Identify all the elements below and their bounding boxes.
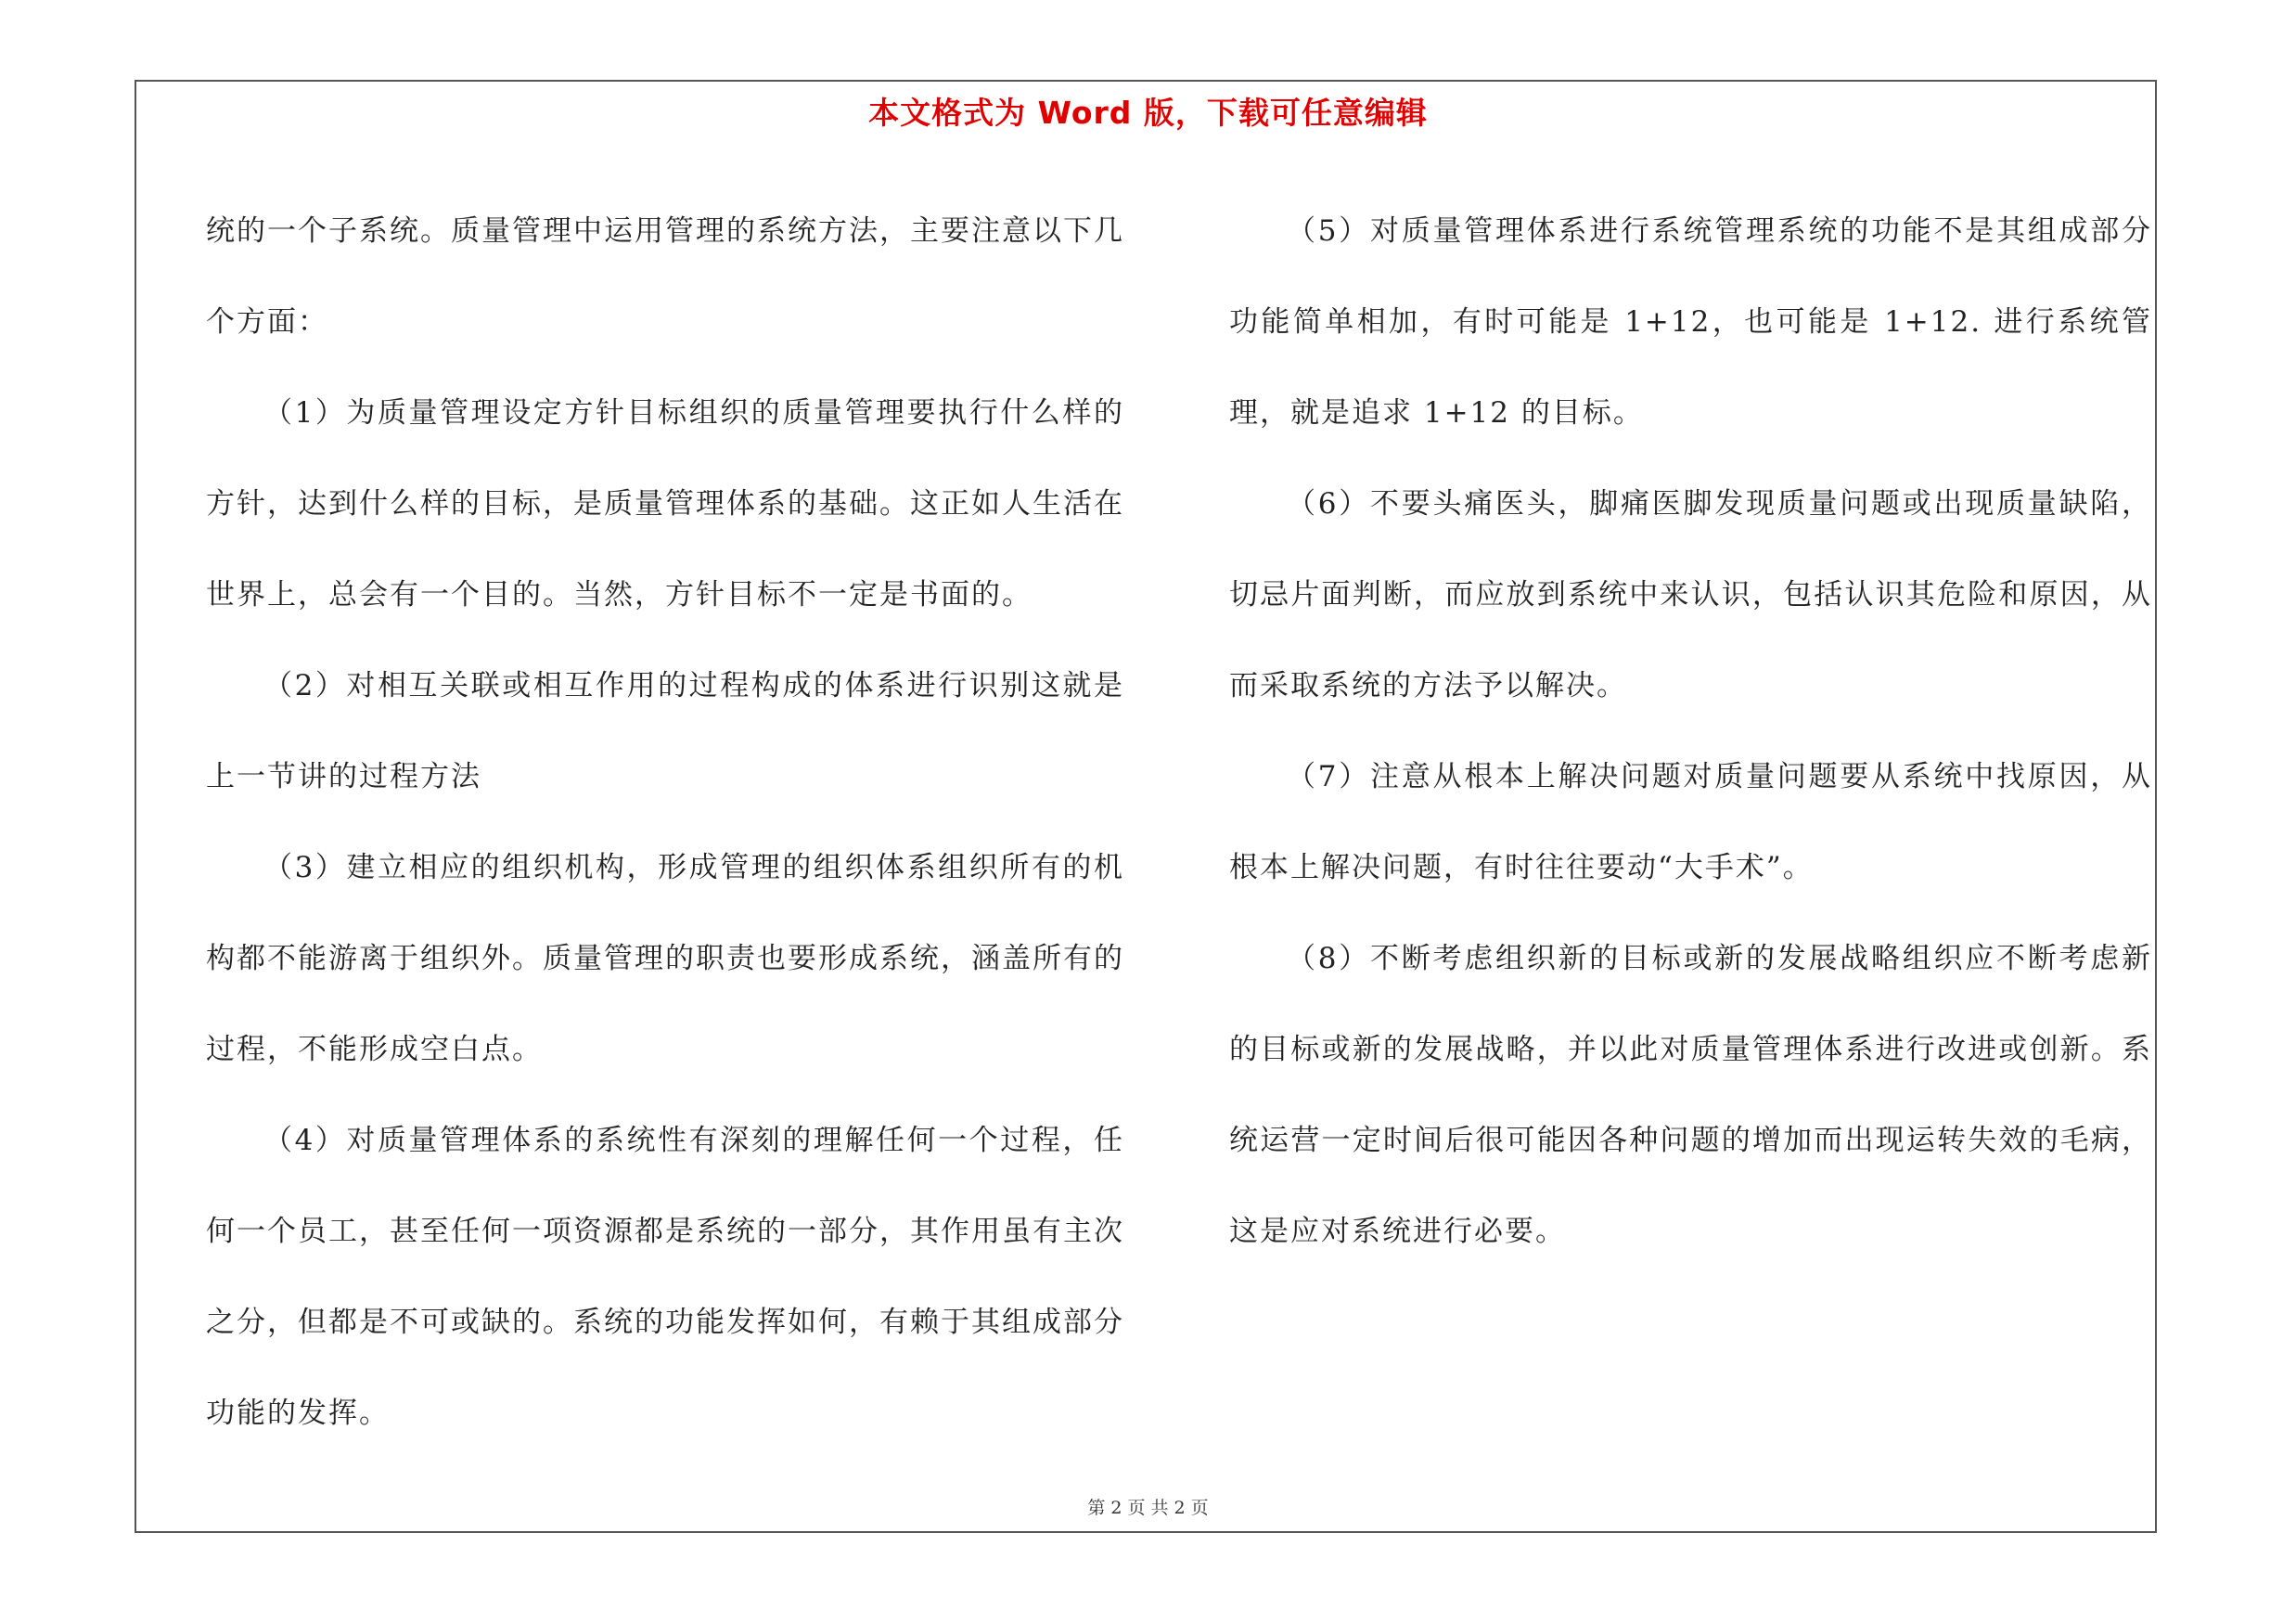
page-footer: 第 2 页 共 2 页 <box>1087 1498 1209 1518</box>
right-paragraph-2: （6）不要头痛医头，脚痛医脚发现质量问题或出现质量缺陷，切忌片面判断，而应放到系统中来认识，包括认识其危险和原因，从而采取系统的方法予以解决。 <box>1229 487 2152 702</box>
right-paragraph-4: （8）不断考虑组织新的目标或新的发展战略组织应不断考虑新的目标或新的发展战略，并以此对质量管理体系进行改进或创新。系统运营一定时间后很可能因各种问题的增加而出现运转失效的毛病，这是应对系统进行必要。 <box>1229 942 2152 1248</box>
left-paragraph-5: （4）对质量管理体系的系统性有深刻的理解任何一个过程，任何一个员工，甚至任何一项资源都是系统的一部分，其作用虽有主次之分，但都是不可或缺的。系统的功能发挥如何，有赖于其组成部分功能的发挥。 <box>206 1124 1124 1430</box>
left-paragraph-3: （2）对相互关联或相互作用的过程构成的体系进行识别这就是上一节讲的过程方法 <box>206 669 1124 793</box>
left-paragraph-4: （3）建立相应的组织机构，形成管理的组织体系组织所有的机构都不能游离于组织外。质量管理的职责也要形成系统，涵盖所有的过程，不能形成空白点。 <box>206 851 1124 1066</box>
editable-notice-banner: 本文格式为 Word 版，下载可任意编辑 <box>868 95 1428 131</box>
left-paragraph-1: 统的一个子系统。质量管理中运用管理的系统方法，主要注意以下几个方面： <box>206 214 1124 339</box>
right-column <box>1229 186 2152 1277</box>
right-paragraph-3: （7）注意从根本上解决问题对质量问题要从系统中找原因，从根本上解决问题，有时往往要动“大手术”。 <box>1229 760 2152 884</box>
left-column <box>206 186 1124 1459</box>
right-paragraph-1: （5）对质量管理体系进行系统管理系统的功能不是其组成部分功能简单相加，有时可能是 1+12，也可能是 1+12. 进行系统管理，就是追求 1+12 的目标。 <box>1229 214 2152 430</box>
left-paragraph-2: （1）为质量管理设定方针目标组织的质量管理要执行什么样的方针，达到什么样的目标，是质量管理体系的基础。这正如人生活在世界上，总会有一个目的。当然，方针目标不一定是书面的。 <box>206 396 1124 612</box>
